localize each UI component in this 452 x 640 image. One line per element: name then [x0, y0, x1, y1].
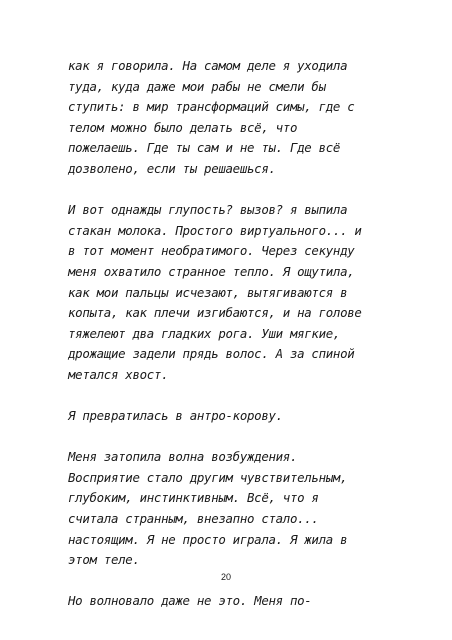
- page-number: 20: [220, 572, 231, 582]
- text-line: стакан молока. Простого виртуального... и: [68, 222, 362, 238]
- text-line: тяжелеют два гладких рога. Уши мягкие,: [68, 325, 341, 341]
- text-line: настоящим. Я не просто играла. Я жила в: [68, 531, 348, 547]
- text-line: Я превратилась в антро-корову.: [68, 408, 283, 424]
- text-line: метался хвост.: [68, 366, 169, 382]
- text-line: туда, куда даже мои рабы не смели бы: [68, 78, 326, 94]
- paragraph: [68, 406, 388, 427]
- text-line: как мои пальцы исчезают, вытягиваются в: [68, 284, 348, 300]
- text-line: этом теле.: [68, 552, 140, 568]
- paragraph: [68, 56, 388, 180]
- text-line: как я говорила. На самом деле я уходила: [68, 58, 348, 73]
- text-line: телом можно было делать всё, что: [68, 119, 298, 135]
- body-text: [68, 56, 388, 633]
- text-line: меня охватило странное тепло. Я ощутила,: [68, 263, 355, 279]
- text-line: Но волновало даже не это. Меня по-: [68, 593, 312, 609]
- text-line: пожелаешь. Где ты сам и не ты. Где всё: [68, 140, 341, 156]
- text-line: в тот момент необратимого. Через секунду: [68, 243, 355, 259]
- text-line: глубоким, инстинктивным. Всё, что я: [68, 490, 319, 506]
- text-line: Меня затопила волна возбуждения.: [68, 449, 298, 465]
- text-line: ступить: в мир трансформаций симы, где с: [68, 99, 355, 115]
- paragraph: [68, 200, 388, 385]
- text-line: дрожащие задели прядь волос. А за спиной: [68, 346, 355, 362]
- text-line: дозволено, если ты решаешься.: [68, 160, 276, 176]
- text-line: копыта, как плечи изгибаются, и на голове: [68, 305, 362, 321]
- text-line: Восприятие стало другим чувствительным,: [68, 469, 348, 485]
- text-line: считала странным, внезапно стало...: [68, 511, 319, 527]
- paragraph: [68, 591, 388, 612]
- text-line: И вот однажды глупость? вызов? я выпила: [68, 202, 348, 218]
- paragraph: [68, 447, 388, 571]
